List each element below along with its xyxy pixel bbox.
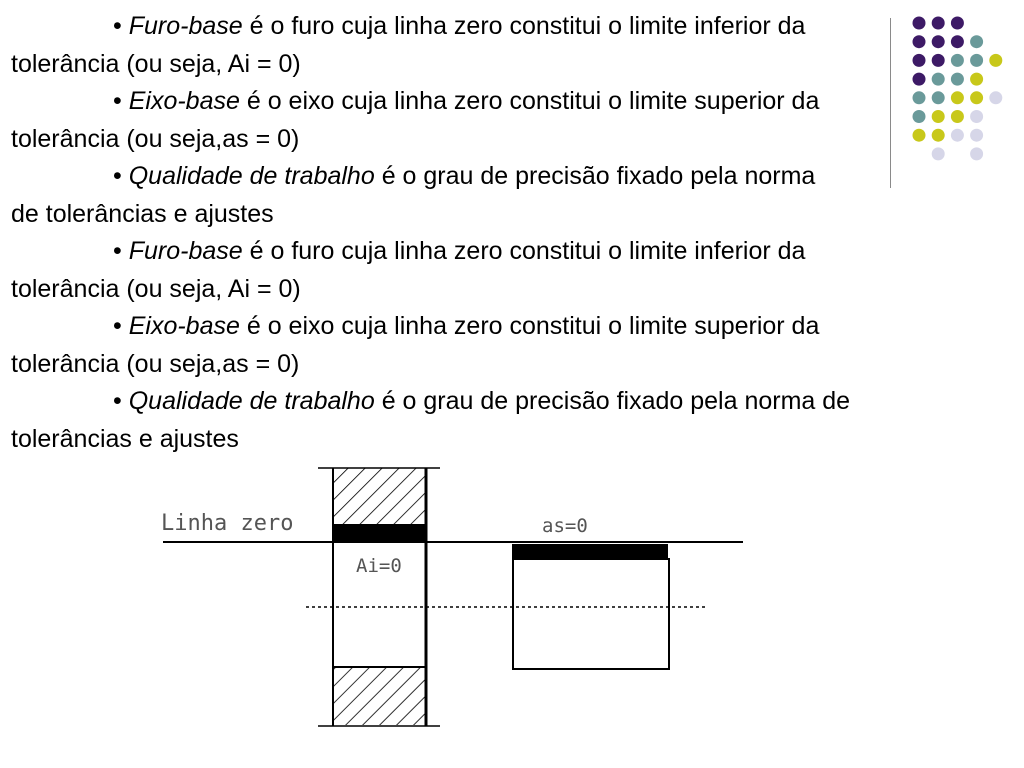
decorative-dot bbox=[951, 35, 964, 48]
decorative-dot bbox=[989, 91, 1002, 104]
decorative-dot bbox=[913, 110, 926, 123]
decorative-dot bbox=[970, 110, 983, 123]
decorative-dot bbox=[989, 54, 1002, 67]
decorative-dot bbox=[913, 129, 926, 142]
decorative-dot bbox=[932, 147, 945, 160]
term: Eixo-base bbox=[128, 312, 240, 340]
decorative-dot bbox=[951, 91, 964, 104]
paragraph-furo-base-repeat: • Furo-base é o furo cuja linha zero constitui o limite inferior da tolerância (ou seja, Ai = 0) bbox=[11, 237, 806, 303]
paragraph-furo-base: • Furo-base é o furo cuja linha zero constitui o limite inferior da tolerância (ou seja, Ai = 0) bbox=[11, 12, 806, 78]
decorative-dot bbox=[913, 73, 926, 86]
shaft-label: as=0 bbox=[542, 515, 588, 537]
decorative-dot bbox=[970, 91, 983, 104]
decorative-dot bbox=[932, 54, 945, 67]
term: Qualidade de trabalho bbox=[128, 387, 375, 415]
term: Furo-base bbox=[128, 237, 243, 265]
decorative-dot bbox=[970, 129, 983, 142]
term: Qualidade de trabalho bbox=[128, 162, 375, 190]
decorative-dot bbox=[970, 54, 983, 67]
decorative-dot bbox=[970, 73, 983, 86]
decorative-dot bbox=[970, 147, 983, 160]
paragraph-qualidade-repeat: • Qualidade de trabalho é o grau de precisão fixado pela norma de tolerâncias e ajustes bbox=[11, 387, 851, 453]
decorative-dot bbox=[913, 54, 926, 67]
decorative-dot bbox=[913, 17, 926, 30]
decorative-dot bbox=[970, 35, 983, 48]
upper-hatched-zone bbox=[333, 468, 426, 524]
decorative-dot bbox=[932, 110, 945, 123]
decorative-dot bbox=[913, 35, 926, 48]
hole-tolerance-bar bbox=[333, 524, 426, 542]
body-text bbox=[11, 8, 911, 458]
shaft-outline bbox=[513, 559, 669, 669]
decorative-dot bbox=[951, 129, 964, 142]
decorative-dot bbox=[951, 73, 964, 86]
term: Eixo-base bbox=[128, 87, 240, 115]
decorative-dot bbox=[913, 91, 926, 104]
decorative-dot bbox=[951, 110, 964, 123]
shaft-tolerance-bar bbox=[512, 544, 668, 559]
decorative-dot bbox=[932, 35, 945, 48]
lower-hatched-zone bbox=[333, 667, 426, 725]
decorative-dot bbox=[932, 91, 945, 104]
decorative-dot bbox=[951, 17, 964, 30]
tolerance-diagram bbox=[150, 462, 750, 742]
decorative-dot bbox=[932, 17, 945, 30]
paragraph-eixo-base: • Eixo-base é o eixo cuja linha zero constitui o limite superior da tolerância (ou seja,as = 0) bbox=[11, 87, 820, 153]
decorative-dot bbox=[932, 73, 945, 86]
decorative-dot bbox=[932, 129, 945, 142]
hole-label: Ai=0 bbox=[356, 555, 402, 577]
term: Furo-base bbox=[128, 12, 243, 40]
decorative-dot bbox=[951, 54, 964, 67]
paragraph-eixo-base-repeat: • Eixo-base é o eixo cuja linha zero constitui o limite superior da tolerância (ou seja,as = 0) bbox=[11, 312, 820, 378]
hole-column bbox=[318, 468, 440, 726]
zero-line-label: Linha zero bbox=[161, 511, 294, 536]
paragraph-qualidade: • Qualidade de trabalho é o grau de precisão fixado pela norma de tolerâncias e ajustes bbox=[11, 162, 816, 228]
